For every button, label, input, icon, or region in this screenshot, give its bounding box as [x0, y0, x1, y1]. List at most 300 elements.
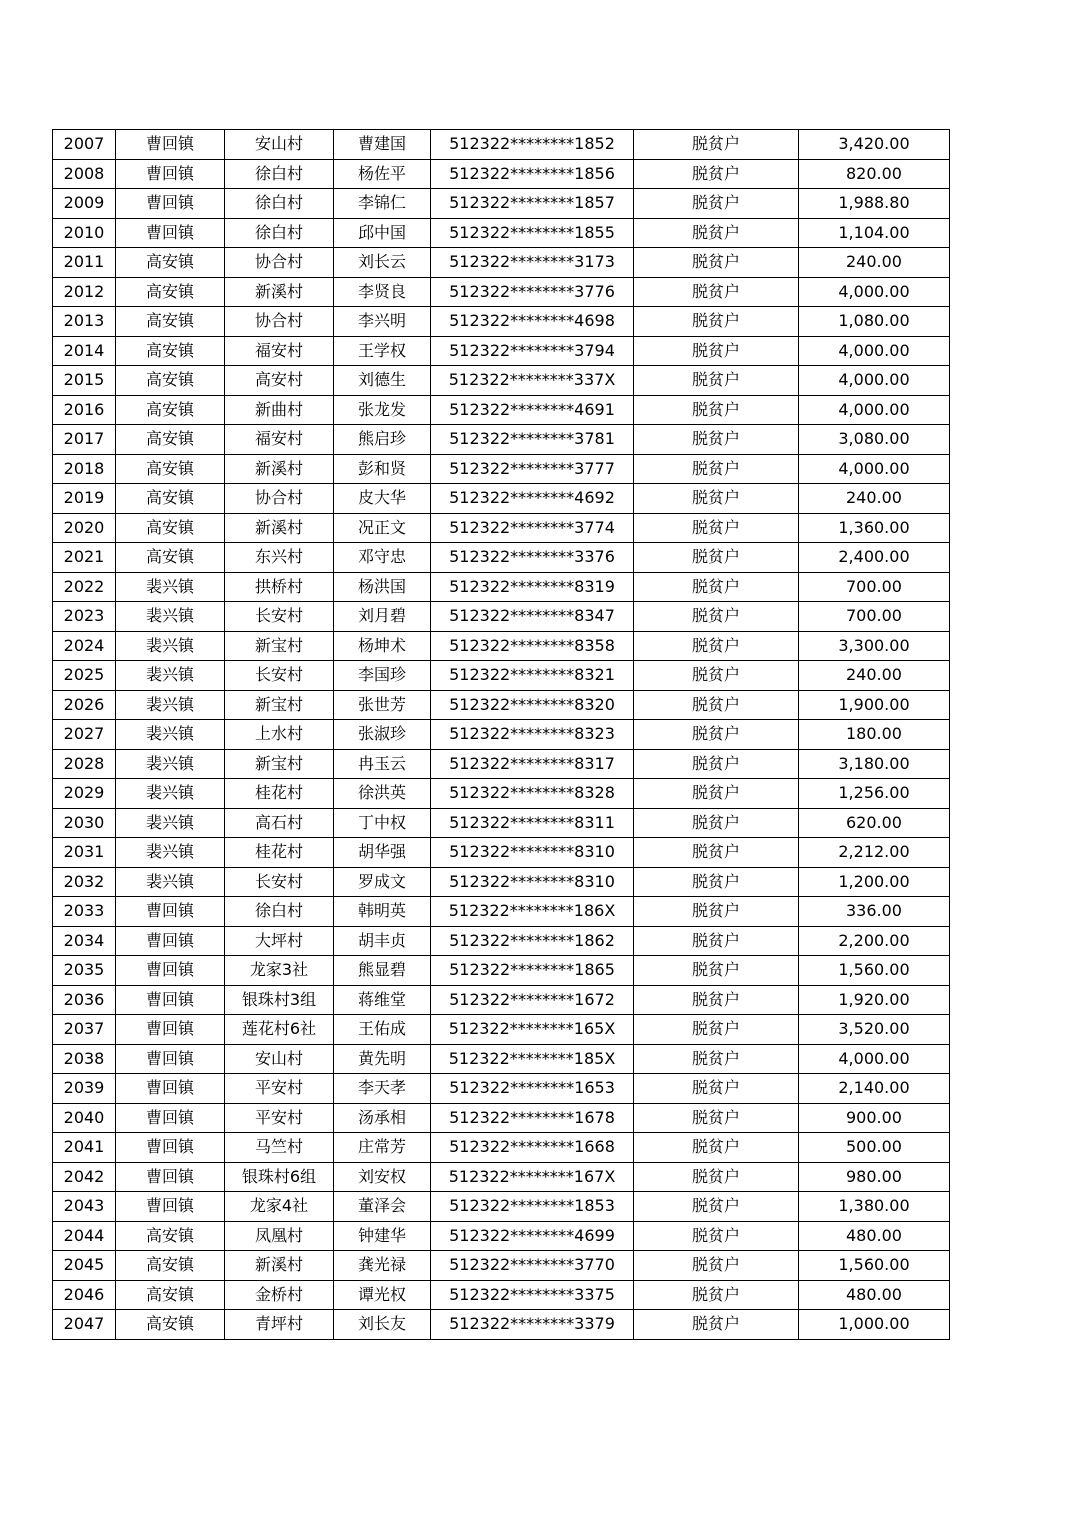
name-cell: 邓守忠: [334, 543, 431, 573]
amount-cell: 2,200.00: [799, 926, 950, 956]
name-cell: 杨坤术: [334, 631, 431, 661]
table-row: [53, 543, 950, 573]
household-type-cell: 脱贫户: [634, 366, 799, 396]
table-row: [53, 661, 950, 691]
table-row: [53, 425, 950, 455]
row-number-cell: 2022: [53, 572, 116, 602]
name-cell: 董泽会: [334, 1192, 431, 1222]
household-type-cell: 脱贫户: [634, 631, 799, 661]
row-number-cell: 2008: [53, 159, 116, 189]
name-cell: 徐洪英: [334, 779, 431, 809]
row-number-cell: 2037: [53, 1015, 116, 1045]
household-type-cell: 脱贫户: [634, 307, 799, 337]
village-cell: 东兴村: [225, 543, 334, 573]
name-cell: 冉玉云: [334, 749, 431, 779]
name-cell: 王佑成: [334, 1015, 431, 1045]
amount-cell: 1,256.00: [799, 779, 950, 809]
amount-cell: 240.00: [799, 484, 950, 514]
household-type-cell: 脱贫户: [634, 572, 799, 602]
id-number-cell: 512322********3776: [431, 277, 634, 307]
table-row: [53, 218, 950, 248]
table-row: [53, 189, 950, 219]
id-number-cell: 512322********1857: [431, 189, 634, 219]
village-cell: 新溪村: [225, 513, 334, 543]
id-number-cell: 512322********8317: [431, 749, 634, 779]
amount-cell: 4,000.00: [799, 1044, 950, 1074]
household-type-cell: 脱贫户: [634, 1044, 799, 1074]
town-cell: 曹回镇: [116, 1044, 225, 1074]
table-row: [53, 307, 950, 337]
village-cell: 马竺村: [225, 1133, 334, 1163]
row-number-cell: 2030: [53, 808, 116, 838]
household-type-cell: 脱贫户: [634, 779, 799, 809]
village-cell: 龙家4社: [225, 1192, 334, 1222]
row-number-cell: 2041: [53, 1133, 116, 1163]
amount-cell: 4,000.00: [799, 454, 950, 484]
household-type-cell: 脱贫户: [634, 130, 799, 160]
village-cell: 金桥村: [225, 1280, 334, 1310]
id-number-cell: 512322********8310: [431, 838, 634, 868]
household-type-cell: 脱贫户: [634, 838, 799, 868]
table-row: [53, 985, 950, 1015]
town-cell: 曹回镇: [116, 897, 225, 927]
table-row: [53, 867, 950, 897]
name-cell: 彭和贤: [334, 454, 431, 484]
row-number-cell: 2014: [53, 336, 116, 366]
amount-cell: 900.00: [799, 1103, 950, 1133]
amount-cell: 1,988.80: [799, 189, 950, 219]
table-row: [53, 808, 950, 838]
name-cell: 黄先明: [334, 1044, 431, 1074]
name-cell: 汤承相: [334, 1103, 431, 1133]
name-cell: 李贤良: [334, 277, 431, 307]
household-type-cell: 脱贫户: [634, 1162, 799, 1192]
village-cell: 长安村: [225, 867, 334, 897]
town-cell: 裴兴镇: [116, 808, 225, 838]
town-cell: 曹回镇: [116, 1162, 225, 1192]
row-number-cell: 2010: [53, 218, 116, 248]
id-number-cell: 512322********8321: [431, 661, 634, 691]
row-number-cell: 2027: [53, 720, 116, 750]
household-type-cell: 脱贫户: [634, 189, 799, 219]
town-cell: 高安镇: [116, 307, 225, 337]
id-number-cell: 512322********186X: [431, 897, 634, 927]
table-row: [53, 1310, 950, 1340]
amount-cell: 1,080.00: [799, 307, 950, 337]
town-cell: 高安镇: [116, 543, 225, 573]
name-cell: 张淑珍: [334, 720, 431, 750]
id-number-cell: 512322********4699: [431, 1221, 634, 1251]
town-cell: 曹回镇: [116, 985, 225, 1015]
table-row: [53, 1074, 950, 1104]
household-type-cell: 脱贫户: [634, 897, 799, 927]
town-cell: 曹回镇: [116, 1133, 225, 1163]
household-type-cell: 脱贫户: [634, 218, 799, 248]
amount-cell: 1,360.00: [799, 513, 950, 543]
id-number-cell: 512322********1862: [431, 926, 634, 956]
town-cell: 裴兴镇: [116, 631, 225, 661]
household-type-cell: 脱贫户: [634, 985, 799, 1015]
village-cell: 协合村: [225, 248, 334, 278]
household-type-cell: 脱贫户: [634, 1133, 799, 1163]
amount-cell: 3,300.00: [799, 631, 950, 661]
amount-cell: 4,000.00: [799, 277, 950, 307]
amount-cell: 480.00: [799, 1221, 950, 1251]
village-cell: 协合村: [225, 307, 334, 337]
amount-cell: 2,140.00: [799, 1074, 950, 1104]
row-number-cell: 2031: [53, 838, 116, 868]
id-number-cell: 512322********4698: [431, 307, 634, 337]
amount-cell: 4,000.00: [799, 336, 950, 366]
table-row: [53, 749, 950, 779]
town-cell: 高安镇: [116, 277, 225, 307]
household-type-cell: 脱贫户: [634, 867, 799, 897]
household-type-cell: 脱贫户: [634, 248, 799, 278]
table-row: [53, 602, 950, 632]
table-row: [53, 1192, 950, 1222]
table-row: [53, 277, 950, 307]
id-number-cell: 512322********3774: [431, 513, 634, 543]
village-cell: 长安村: [225, 602, 334, 632]
row-number-cell: 2025: [53, 661, 116, 691]
household-type-cell: 脱贫户: [634, 926, 799, 956]
row-number-cell: 2015: [53, 366, 116, 396]
name-cell: 杨佐平: [334, 159, 431, 189]
id-number-cell: 512322********1865: [431, 956, 634, 986]
id-number-cell: 512322********1853: [431, 1192, 634, 1222]
town-cell: 曹回镇: [116, 1192, 225, 1222]
table-row: [53, 779, 950, 809]
household-type-cell: 脱贫户: [634, 1280, 799, 1310]
row-number-cell: 2039: [53, 1074, 116, 1104]
row-number-cell: 2012: [53, 277, 116, 307]
id-number-cell: 512322********8311: [431, 808, 634, 838]
table-row: [53, 1251, 950, 1281]
name-cell: 胡华强: [334, 838, 431, 868]
name-cell: 况正文: [334, 513, 431, 543]
name-cell: 胡丰贞: [334, 926, 431, 956]
id-number-cell: 512322********4692: [431, 484, 634, 514]
household-type-cell: 脱贫户: [634, 277, 799, 307]
name-cell: 皮大华: [334, 484, 431, 514]
table-row: [53, 631, 950, 661]
town-cell: 裴兴镇: [116, 602, 225, 632]
id-number-cell: 512322********8320: [431, 690, 634, 720]
village-cell: 新溪村: [225, 454, 334, 484]
table-row: [53, 926, 950, 956]
village-cell: 福安村: [225, 425, 334, 455]
row-number-cell: 2019: [53, 484, 116, 514]
id-number-cell: 512322********1855: [431, 218, 634, 248]
village-cell: 新宝村: [225, 690, 334, 720]
row-number-cell: 2034: [53, 926, 116, 956]
name-cell: 庄常芳: [334, 1133, 431, 1163]
amount-cell: 480.00: [799, 1280, 950, 1310]
table-row: [53, 248, 950, 278]
id-number-cell: 512322********8323: [431, 720, 634, 750]
table-body: [53, 130, 950, 1340]
id-number-cell: 512322********8310: [431, 867, 634, 897]
name-cell: 张龙发: [334, 395, 431, 425]
table-row: [53, 159, 950, 189]
table-row: [53, 513, 950, 543]
name-cell: 钟建华: [334, 1221, 431, 1251]
row-number-cell: 2035: [53, 956, 116, 986]
name-cell: 李国珍: [334, 661, 431, 691]
id-number-cell: 512322********1672: [431, 985, 634, 1015]
table-row: [53, 366, 950, 396]
village-cell: 协合村: [225, 484, 334, 514]
amount-cell: 980.00: [799, 1162, 950, 1192]
id-number-cell: 512322********8358: [431, 631, 634, 661]
id-number-cell: 512322********1856: [431, 159, 634, 189]
amount-cell: 3,520.00: [799, 1015, 950, 1045]
village-cell: 徐白村: [225, 159, 334, 189]
id-number-cell: 512322********3770: [431, 1251, 634, 1281]
amount-cell: 700.00: [799, 572, 950, 602]
table-row: [53, 484, 950, 514]
id-number-cell: 512322********1678: [431, 1103, 634, 1133]
amount-cell: 1,920.00: [799, 985, 950, 1015]
table-row: [53, 572, 950, 602]
amount-cell: 1,000.00: [799, 1310, 950, 1340]
id-number-cell: 512322********3794: [431, 336, 634, 366]
town-cell: 裴兴镇: [116, 572, 225, 602]
table-row: [53, 1162, 950, 1192]
id-number-cell: 512322********8347: [431, 602, 634, 632]
amount-cell: 3,180.00: [799, 749, 950, 779]
village-cell: 安山村: [225, 130, 334, 160]
household-type-cell: 脱贫户: [634, 1074, 799, 1104]
village-cell: 徐白村: [225, 897, 334, 927]
village-cell: 福安村: [225, 336, 334, 366]
amount-cell: 1,560.00: [799, 1251, 950, 1281]
village-cell: 徐白村: [225, 189, 334, 219]
name-cell: 龚光禄: [334, 1251, 431, 1281]
village-cell: 安山村: [225, 1044, 334, 1074]
household-type-cell: 脱贫户: [634, 543, 799, 573]
town-cell: 曹回镇: [116, 1015, 225, 1045]
town-cell: 曹回镇: [116, 130, 225, 160]
household-type-cell: 脱贫户: [634, 1310, 799, 1340]
name-cell: 李兴明: [334, 307, 431, 337]
id-number-cell: 512322********3379: [431, 1310, 634, 1340]
household-type-cell: 脱贫户: [634, 808, 799, 838]
village-cell: 桂花村: [225, 838, 334, 868]
town-cell: 高安镇: [116, 513, 225, 543]
amount-cell: 1,560.00: [799, 956, 950, 986]
row-number-cell: 2032: [53, 867, 116, 897]
household-type-cell: 脱贫户: [634, 454, 799, 484]
town-cell: 裴兴镇: [116, 867, 225, 897]
village-cell: 高石村: [225, 808, 334, 838]
amount-cell: 3,080.00: [799, 425, 950, 455]
household-type-cell: 脱贫户: [634, 661, 799, 691]
amount-cell: 620.00: [799, 808, 950, 838]
household-type-cell: 脱贫户: [634, 513, 799, 543]
village-cell: 新溪村: [225, 277, 334, 307]
table-row: [53, 956, 950, 986]
name-cell: 杨洪国: [334, 572, 431, 602]
table-row: [53, 720, 950, 750]
row-number-cell: 2007: [53, 130, 116, 160]
town-cell: 曹回镇: [116, 926, 225, 956]
table-row: [53, 336, 950, 366]
town-cell: 曹回镇: [116, 1103, 225, 1133]
household-type-cell: 脱贫户: [634, 336, 799, 366]
table-row: [53, 1103, 950, 1133]
table-row: [53, 897, 950, 927]
row-number-cell: 2026: [53, 690, 116, 720]
table-row: [53, 1280, 950, 1310]
household-type-cell: 脱贫户: [634, 749, 799, 779]
town-cell: 高安镇: [116, 1310, 225, 1340]
row-number-cell: 2033: [53, 897, 116, 927]
village-cell: 上水村: [225, 720, 334, 750]
household-type-cell: 脱贫户: [634, 956, 799, 986]
row-number-cell: 2024: [53, 631, 116, 661]
id-number-cell: 512322********165X: [431, 1015, 634, 1045]
town-cell: 高安镇: [116, 248, 225, 278]
village-cell: 平安村: [225, 1074, 334, 1104]
village-cell: 龙家3社: [225, 956, 334, 986]
row-number-cell: 2017: [53, 425, 116, 455]
table-row: [53, 130, 950, 160]
row-number-cell: 2036: [53, 985, 116, 1015]
amount-cell: 700.00: [799, 602, 950, 632]
name-cell: 张世芳: [334, 690, 431, 720]
row-number-cell: 2040: [53, 1103, 116, 1133]
id-number-cell: 512322********1668: [431, 1133, 634, 1163]
town-cell: 高安镇: [116, 1280, 225, 1310]
row-number-cell: 2044: [53, 1221, 116, 1251]
town-cell: 高安镇: [116, 484, 225, 514]
household-type-cell: 脱贫户: [634, 602, 799, 632]
household-type-cell: 脱贫户: [634, 1103, 799, 1133]
village-cell: 银珠村6组: [225, 1162, 334, 1192]
row-number-cell: 2042: [53, 1162, 116, 1192]
row-number-cell: 2020: [53, 513, 116, 543]
row-number-cell: 2023: [53, 602, 116, 632]
village-cell: 凤凰村: [225, 1221, 334, 1251]
id-number-cell: 512322********8328: [431, 779, 634, 809]
town-cell: 高安镇: [116, 1221, 225, 1251]
name-cell: 熊显碧: [334, 956, 431, 986]
amount-cell: 1,380.00: [799, 1192, 950, 1222]
name-cell: 王学权: [334, 336, 431, 366]
amount-cell: 336.00: [799, 897, 950, 927]
table-row: [53, 1015, 950, 1045]
town-cell: 曹回镇: [116, 218, 225, 248]
village-cell: 新宝村: [225, 749, 334, 779]
id-number-cell: 512322********1653: [431, 1074, 634, 1104]
village-cell: 青坪村: [225, 1310, 334, 1340]
table-row: [53, 1044, 950, 1074]
id-number-cell: 512322********3375: [431, 1280, 634, 1310]
name-cell: 刘长云: [334, 248, 431, 278]
row-number-cell: 2047: [53, 1310, 116, 1340]
name-cell: 蒋维堂: [334, 985, 431, 1015]
town-cell: 裴兴镇: [116, 779, 225, 809]
village-cell: 莲花村6社: [225, 1015, 334, 1045]
town-cell: 高安镇: [116, 1251, 225, 1281]
table-row: [53, 838, 950, 868]
id-number-cell: 512322********337X: [431, 366, 634, 396]
household-type-cell: 脱贫户: [634, 395, 799, 425]
household-type-cell: 脱贫户: [634, 1015, 799, 1045]
amount-cell: 4,000.00: [799, 366, 950, 396]
id-number-cell: 512322********185X: [431, 1044, 634, 1074]
name-cell: 刘德生: [334, 366, 431, 396]
village-cell: 徐白村: [225, 218, 334, 248]
amount-cell: 500.00: [799, 1133, 950, 1163]
amount-cell: 2,212.00: [799, 838, 950, 868]
village-cell: 银珠村3组: [225, 985, 334, 1015]
name-cell: 谭光权: [334, 1280, 431, 1310]
amount-cell: 4,000.00: [799, 395, 950, 425]
row-number-cell: 2013: [53, 307, 116, 337]
row-number-cell: 2016: [53, 395, 116, 425]
name-cell: 熊启珍: [334, 425, 431, 455]
amount-cell: 820.00: [799, 159, 950, 189]
row-number-cell: 2045: [53, 1251, 116, 1281]
household-type-cell: 脱贫户: [634, 690, 799, 720]
amount-cell: 2,400.00: [799, 543, 950, 573]
village-cell: 新曲村: [225, 395, 334, 425]
amount-cell: 1,104.00: [799, 218, 950, 248]
row-number-cell: 2021: [53, 543, 116, 573]
amount-cell: 240.00: [799, 248, 950, 278]
amount-cell: 1,200.00: [799, 867, 950, 897]
name-cell: 刘长友: [334, 1310, 431, 1340]
row-number-cell: 2011: [53, 248, 116, 278]
village-cell: 大坪村: [225, 926, 334, 956]
id-number-cell: 512322********4691: [431, 395, 634, 425]
amount-cell: 180.00: [799, 720, 950, 750]
town-cell: 高安镇: [116, 395, 225, 425]
household-type-cell: 脱贫户: [634, 1251, 799, 1281]
row-number-cell: 2018: [53, 454, 116, 484]
village-cell: 新宝村: [225, 631, 334, 661]
row-number-cell: 2029: [53, 779, 116, 809]
name-cell: 邱中国: [334, 218, 431, 248]
household-type-cell: 脱贫户: [634, 1192, 799, 1222]
table-row: [53, 395, 950, 425]
id-number-cell: 512322********3376: [431, 543, 634, 573]
table-row: [53, 1221, 950, 1251]
village-cell: 拱桥村: [225, 572, 334, 602]
name-cell: 韩明英: [334, 897, 431, 927]
id-number-cell: 512322********167X: [431, 1162, 634, 1192]
household-type-cell: 脱贫户: [634, 1221, 799, 1251]
town-cell: 高安镇: [116, 425, 225, 455]
name-cell: 李天孝: [334, 1074, 431, 1104]
town-cell: 高安镇: [116, 366, 225, 396]
village-cell: 桂花村: [225, 779, 334, 809]
village-cell: 高安村: [225, 366, 334, 396]
household-type-cell: 脱贫户: [634, 720, 799, 750]
name-cell: 曹建国: [334, 130, 431, 160]
amount-cell: 3,420.00: [799, 130, 950, 160]
town-cell: 裴兴镇: [116, 720, 225, 750]
row-number-cell: 2009: [53, 189, 116, 219]
id-number-cell: 512322********3777: [431, 454, 634, 484]
amount-cell: 240.00: [799, 661, 950, 691]
table-row: [53, 454, 950, 484]
spreadsheet-page: [52, 129, 950, 1340]
household-type-cell: 脱贫户: [634, 484, 799, 514]
town-cell: 裴兴镇: [116, 749, 225, 779]
